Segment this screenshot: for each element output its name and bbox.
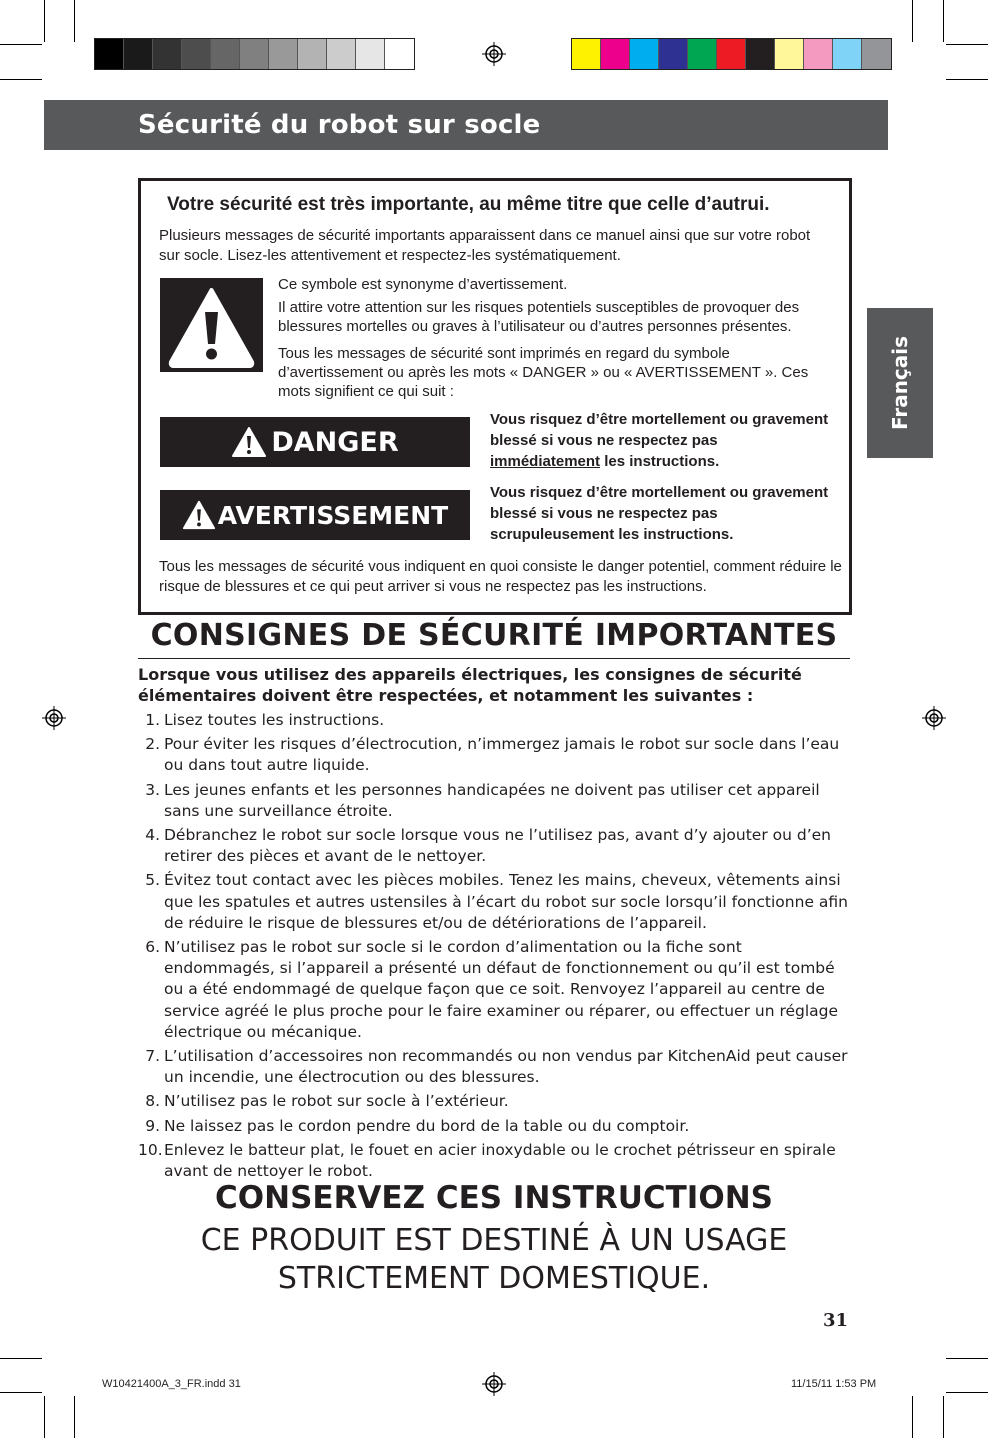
safety-notice-box xyxy=(138,178,852,615)
list-item-text: N’utilisez pas le robot sur socle à l’extérieur. xyxy=(164,1092,509,1111)
warning-symbol xyxy=(160,278,263,372)
list-item-text: Enlevez le batteur plat, le fouet en acier inoxydable ou le crochet pétrisseur en spirale avant de nettoyer le robot. xyxy=(164,1140,836,1181)
list-item xyxy=(138,1116,850,1137)
save-instructions-heading: CONSERVEZ CES INSTRUCTIONS xyxy=(215,1180,773,1216)
registration-mark-icon xyxy=(482,1372,506,1396)
list-item-number: 9. xyxy=(145,1116,160,1135)
language-tab xyxy=(867,308,933,458)
list-item-number: 1. xyxy=(145,711,160,729)
color-swatch xyxy=(153,39,182,69)
list-item-number: 7. xyxy=(145,1047,160,1066)
color-swatch xyxy=(688,39,717,69)
crop-mark xyxy=(0,44,42,45)
section-heading: CONSIGNES DE SÉCURITÉ IMPORTANTES xyxy=(150,618,838,653)
color-swatch xyxy=(327,39,356,69)
registration-mark-icon xyxy=(42,706,66,730)
color-swatch xyxy=(124,39,153,69)
crop-mark xyxy=(0,79,42,80)
warning-label: AVERTISSEMENT xyxy=(217,500,449,530)
list-item-text: Les jeunes enfants et les personnes handicapées ne doivent pas utiliser cet appareil sans une surveillance étroite. xyxy=(164,780,820,820)
page-number: 31 xyxy=(822,1310,848,1331)
list-item-text: N’utilisez pas le robot sur socle si le cordon d’alimentation ou la fiche sont endommagés, si l’appareil a présenté un défaut de fonctionnement ou qu’il est tombé ou a été endommagé de quelque façon que ce soit. Renvoyez l’appareil au centre de service agréé le plus proche pour le faire examiner ou réparer, ou effectuer un réglage électrique ou mécanique. xyxy=(164,938,839,1041)
list-item-number: 3. xyxy=(145,780,160,799)
color-swatch xyxy=(775,39,804,69)
color-swatch xyxy=(572,39,601,69)
danger-text-after: les instructions. xyxy=(600,453,720,470)
warning-triangle-icon xyxy=(160,278,263,372)
instructions-list xyxy=(138,710,850,1185)
household-use-line: CE PRODUIT EST DESTINÉ À UN USAGE xyxy=(200,1223,788,1258)
divider xyxy=(138,658,850,659)
symbol-messages: Tous les messages de sécurité sont imprimés en regard du symbole d’avertissement ou après les mots « DANGER » ou « AVERTISSEMENT ». Ces mots signifient ce qui suit : xyxy=(278,345,809,400)
safety-box-title: Votre sécurité est très importante, au même titre que celle d’autrui. xyxy=(167,194,770,215)
crop-mark xyxy=(912,1396,913,1438)
list-item xyxy=(138,870,850,934)
list-item xyxy=(138,1140,850,1182)
process-color-bar xyxy=(571,38,892,70)
crop-mark xyxy=(946,79,988,80)
list-item-number: 4. xyxy=(145,826,160,845)
color-swatch xyxy=(862,39,891,69)
danger-text-before: Vous risquez d’être mortellement ou gravement blessé si vous ne respectez pas xyxy=(490,411,829,449)
list-item xyxy=(138,1046,850,1088)
danger-text-emphasis: immédiatement xyxy=(490,453,601,470)
crop-mark xyxy=(943,1396,944,1438)
list-item-text: Débranchez le robot sur socle lorsque vous ne l’utilisez pas, avant d’y ajouter ou d’en retirer des pièces et avant de le nettoyer. xyxy=(164,826,831,866)
crop-mark xyxy=(44,1396,45,1438)
household-use-notice xyxy=(138,1222,850,1298)
color-swatch xyxy=(833,39,862,69)
safety-box-intro: Plusieurs messages de sécurité importants apparaissent dans ce manuel ainsi que sur votre robot sur socle. Lisez-les attentivement et respectez-les systématiquement. xyxy=(159,227,811,264)
list-item xyxy=(138,734,850,776)
warning-signal-word xyxy=(160,490,470,540)
crop-mark xyxy=(0,1392,42,1393)
crop-mark xyxy=(912,0,913,42)
safety-box-footer: Tous les messages de sécurité vous indiquent en quoi consiste le danger potentiel, comment réduire le risque de blessures et ce qui peut arriver si vous ne respectez pas les instructions. xyxy=(159,558,842,595)
symbol-attention: Il attire votre attention sur les risques potentiels susceptibles de provoquer des blessures mortelles ou graves à l’utilisateur ou d’autres personnes présentes. xyxy=(278,299,800,335)
registration-mark-icon xyxy=(482,42,506,66)
color-swatch xyxy=(659,39,688,69)
list-item-text: Ne laissez pas le cordon pendre du bord de la table ou du comptoir. xyxy=(164,1116,690,1135)
crop-mark xyxy=(74,0,75,42)
color-swatch xyxy=(385,39,414,69)
list-item xyxy=(138,937,850,1043)
gray-color-bar xyxy=(94,38,415,70)
warning-triangle-icon xyxy=(231,426,267,458)
list-item-number: 2. xyxy=(145,735,160,754)
date-slug: 11/15/11 1:53 PM xyxy=(791,1378,877,1390)
danger-description xyxy=(490,409,830,472)
list-item xyxy=(138,710,850,731)
color-swatch xyxy=(717,39,746,69)
list-item-text: L’utilisation d’accessoires non recommandés ou non vendus par KitchenAid peut causer un incendie, une électrocution ou des blessures. xyxy=(164,1047,848,1087)
color-swatch xyxy=(95,39,124,69)
page-title: Sécurité du robot sur socle xyxy=(138,110,541,140)
lead-paragraph: Lorsque vous utilisez des appareils électriques, les consignes de sécurité élémentaires doivent être respectées, et notamment les suivantes : xyxy=(138,665,802,705)
color-swatch xyxy=(356,39,385,69)
list-item xyxy=(138,780,850,822)
danger-signal-word xyxy=(160,417,470,467)
symbol-description: Ce symbole est synonyme d’avertissement. xyxy=(278,276,568,293)
warning-description: Vous risquez d’être mortellement ou gravement blessé si vous ne respectez pas scrupuleusement les instructions. xyxy=(490,484,829,543)
crop-mark xyxy=(946,1392,988,1393)
color-swatch xyxy=(298,39,327,69)
color-swatch xyxy=(601,39,630,69)
crop-mark xyxy=(0,1358,42,1359)
list-item xyxy=(138,825,850,867)
household-use-line: STRICTEMENT DOMESTIQUE. xyxy=(277,1261,711,1296)
color-swatch xyxy=(630,39,659,69)
crop-mark xyxy=(943,0,944,42)
list-item xyxy=(138,1091,850,1112)
danger-label: DANGER xyxy=(271,426,399,458)
list-item-number: 10. xyxy=(138,1140,163,1159)
list-item-number: 8. xyxy=(145,1092,160,1111)
crop-mark xyxy=(946,1358,988,1359)
list-item-text: Évitez tout contact avec les pièces mobiles. Tenez les mains, cheveux, vêtements ainsi que les spatules et autres ustensiles à l’écart du robot sur socle lorsqu’il fonctionne afin de réduire le risque de blessures et/ou de détériorations de l’appareil. xyxy=(164,871,848,932)
color-swatch xyxy=(182,39,211,69)
list-item-text: Lisez toutes les instructions. xyxy=(164,711,385,729)
list-item-number: 6. xyxy=(145,938,160,957)
language-tab-label: Français xyxy=(888,335,912,431)
registration-mark-icon xyxy=(922,706,946,730)
color-swatch xyxy=(804,39,833,69)
color-swatch xyxy=(746,39,775,69)
crop-mark xyxy=(74,1396,75,1438)
color-swatch xyxy=(269,39,298,69)
section-header xyxy=(44,100,888,150)
warning-triangle-icon xyxy=(182,499,216,531)
list-item-number: 5. xyxy=(145,871,160,890)
crop-mark xyxy=(946,44,988,45)
list-item-text: Pour éviter les risques d’électrocution, n’immergez jamais le robot sur socle dans l’eau ou dans tout autre liquide. xyxy=(164,735,840,775)
crop-mark xyxy=(44,0,45,42)
file-slug: W10421400A_3_FR.indd 31 xyxy=(102,1378,241,1390)
color-swatch xyxy=(240,39,269,69)
color-swatch xyxy=(211,39,240,69)
